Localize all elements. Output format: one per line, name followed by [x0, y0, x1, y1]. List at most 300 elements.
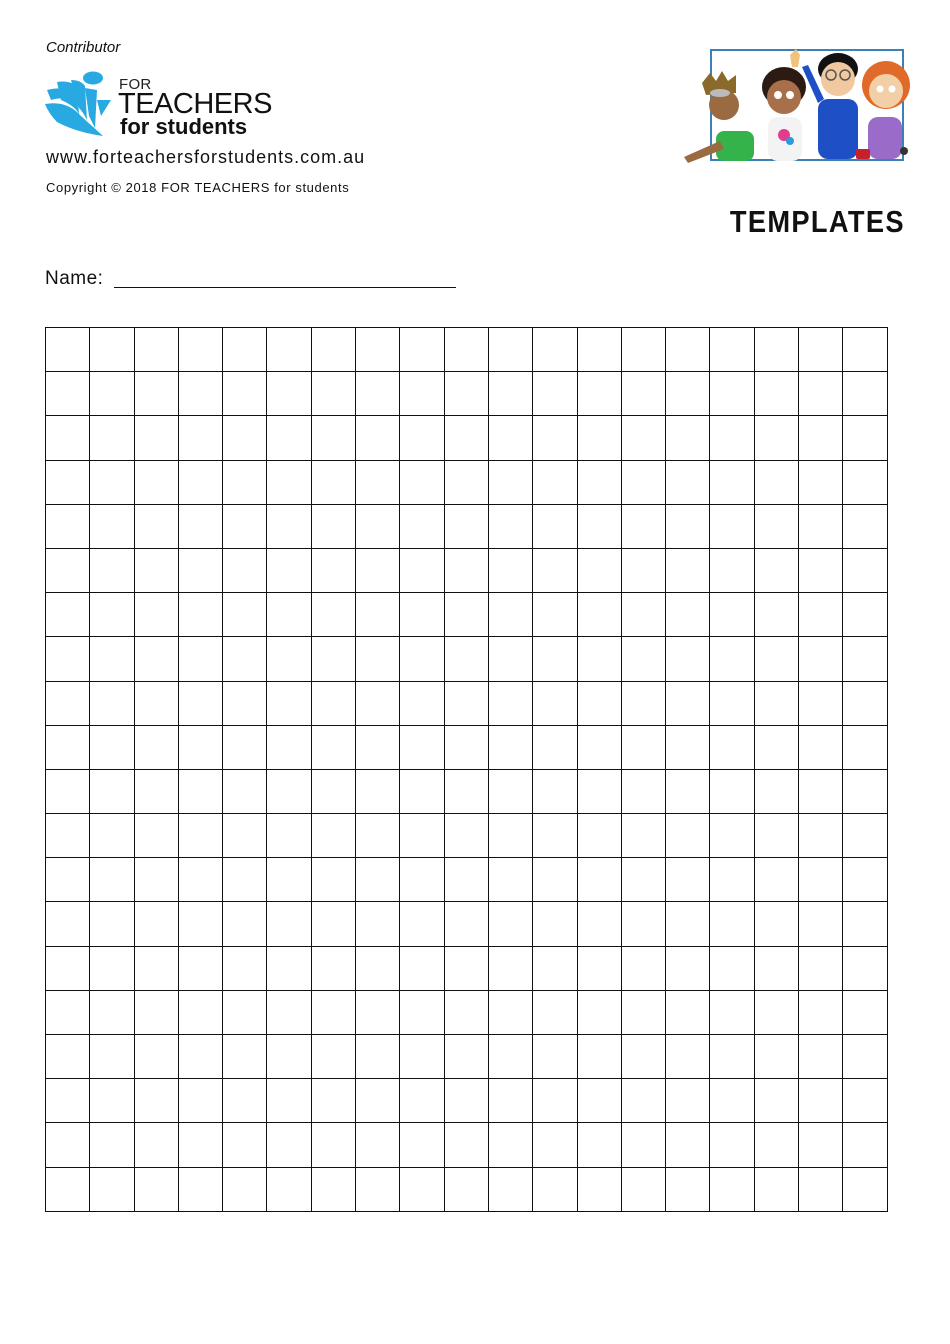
- cartoon-kids-illustration: [680, 45, 930, 170]
- book-figure-logo-icon: [45, 70, 113, 138]
- grid-cell: [666, 902, 710, 946]
- grid-cell: [666, 1123, 710, 1167]
- grid-cell: [134, 1035, 178, 1079]
- grid-cell: [223, 990, 267, 1034]
- grid-cell: [356, 946, 400, 990]
- grid-cell: [754, 1123, 798, 1167]
- grid-cell: [311, 1123, 355, 1167]
- grid-cell: [621, 328, 665, 372]
- grid-cell: [710, 460, 754, 504]
- grid-cell: [400, 637, 444, 681]
- grid-cell: [178, 725, 222, 769]
- grid-cell: [799, 416, 843, 460]
- grid-cell: [267, 946, 311, 990]
- grid-cell: [267, 593, 311, 637]
- grid-cell: [577, 504, 621, 548]
- grid-cell: [134, 637, 178, 681]
- grid-cell: [533, 681, 577, 725]
- grid-cell: [577, 1167, 621, 1211]
- grid-cell: [267, 328, 311, 372]
- page-title: TEMPLATES: [729, 204, 905, 239]
- grid-cell: [754, 328, 798, 372]
- grid-cell: [90, 637, 134, 681]
- grid-cell: [223, 416, 267, 460]
- grid-cell: [754, 548, 798, 592]
- grid-cell: [267, 1079, 311, 1123]
- logo-text-teachers: TEACHERS: [118, 88, 272, 120]
- grid-cell: [223, 328, 267, 372]
- grid-cell: [134, 593, 178, 637]
- grid-cell: [134, 1123, 178, 1167]
- grid-cell: [577, 1123, 621, 1167]
- grid-cell: [843, 902, 887, 946]
- grid-cell: [90, 946, 134, 990]
- grid-cell: [311, 1079, 355, 1123]
- grid-cell: [356, 372, 400, 416]
- grid-cell: [178, 1167, 222, 1211]
- grid-cell: [577, 1035, 621, 1079]
- grid-cell: [400, 1123, 444, 1167]
- grid-cell: [400, 681, 444, 725]
- grid-cell: [46, 1035, 90, 1079]
- grid-cell: [400, 416, 444, 460]
- grid-row: [46, 946, 888, 990]
- grid-cell: [533, 990, 577, 1034]
- grid-cell: [666, 769, 710, 813]
- grid-cell: [843, 1079, 887, 1123]
- website-url: www.forteachersforstudents.com.au: [46, 147, 366, 167]
- grid-cell: [46, 548, 90, 592]
- grid-cell: [134, 372, 178, 416]
- grid-cell: [577, 725, 621, 769]
- grid-cell: [356, 328, 400, 372]
- grid-cell: [799, 681, 843, 725]
- grid-cell: [134, 769, 178, 813]
- grid-cell: [178, 548, 222, 592]
- grid-cell: [710, 372, 754, 416]
- grid-cell: [754, 769, 798, 813]
- grid-cell: [621, 637, 665, 681]
- grid-row: [46, 460, 888, 504]
- grid-cell: [444, 946, 488, 990]
- grid-cell: [90, 1167, 134, 1211]
- grid-cell: [267, 725, 311, 769]
- grid-cell: [843, 769, 887, 813]
- grid-cell: [90, 769, 134, 813]
- grid-cell: [311, 593, 355, 637]
- grid-cell: [178, 902, 222, 946]
- grid-cell: [577, 328, 621, 372]
- grid-cell: [444, 593, 488, 637]
- grid-cell: [267, 769, 311, 813]
- grid-cell: [843, 946, 887, 990]
- grid-cell: [843, 416, 887, 460]
- grid-cell: [356, 460, 400, 504]
- grid-cell: [666, 1167, 710, 1211]
- grid-cell: [710, 548, 754, 592]
- grid-cell: [666, 814, 710, 858]
- grid-cell: [400, 548, 444, 592]
- grid-row: [46, 637, 888, 681]
- grid-cell: [134, 1079, 178, 1123]
- grid-cell: [90, 504, 134, 548]
- grid-cell: [799, 725, 843, 769]
- grid-cell: [444, 637, 488, 681]
- grid-row: [46, 814, 888, 858]
- grid-cell: [799, 814, 843, 858]
- grid-cell: [666, 504, 710, 548]
- grid-cell: [754, 460, 798, 504]
- grid-cell: [843, 372, 887, 416]
- grid-cell: [178, 814, 222, 858]
- grid-cell: [444, 328, 488, 372]
- grid-cell: [356, 593, 400, 637]
- grid-cell: [710, 990, 754, 1034]
- grid-cell: [533, 725, 577, 769]
- grid-cell: [178, 1123, 222, 1167]
- grid-cell: [90, 681, 134, 725]
- grid-cell: [621, 814, 665, 858]
- grid-cell: [444, 858, 488, 902]
- grid-row: [46, 858, 888, 902]
- grid-cell: [46, 769, 90, 813]
- grid-cell: [799, 1035, 843, 1079]
- grid-cell: [754, 1035, 798, 1079]
- grid-cell: [223, 858, 267, 902]
- grid-cell: [621, 769, 665, 813]
- grid-cell: [46, 593, 90, 637]
- grid-cell: [488, 504, 532, 548]
- grid-cell: [710, 637, 754, 681]
- grid-cell: [400, 1167, 444, 1211]
- grid-row: [46, 504, 888, 548]
- grid-cell: [710, 504, 754, 548]
- grid-cell: [621, 416, 665, 460]
- grid-cell: [799, 548, 843, 592]
- grid-cell: [843, 328, 887, 372]
- grid-cell: [134, 548, 178, 592]
- grid-cell: [134, 946, 178, 990]
- grid-cell: [311, 990, 355, 1034]
- grid-cell: [754, 372, 798, 416]
- grid-cell: [621, 1123, 665, 1167]
- grid-cell: [134, 990, 178, 1034]
- grid-row: [46, 1035, 888, 1079]
- grid-cell: [46, 1123, 90, 1167]
- grid-cell: [356, 1123, 400, 1167]
- grid-cell: [799, 637, 843, 681]
- grid-cell: [223, 814, 267, 858]
- grid-cell: [267, 416, 311, 460]
- grid-cell: [444, 769, 488, 813]
- grid-row: [46, 372, 888, 416]
- grid-cell: [311, 328, 355, 372]
- grid-cell: [267, 372, 311, 416]
- grid-cell: [533, 460, 577, 504]
- grid-cell: [178, 1035, 222, 1079]
- grid-cell: [488, 990, 532, 1034]
- grid-cell: [134, 504, 178, 548]
- grid-cell: [621, 902, 665, 946]
- grid-cell: [134, 681, 178, 725]
- grid-cell: [223, 769, 267, 813]
- grid-cell: [710, 416, 754, 460]
- grid-cell: [843, 814, 887, 858]
- grid-cell: [90, 1035, 134, 1079]
- grid-cell: [400, 593, 444, 637]
- grid-cell: [267, 548, 311, 592]
- grid-cell: [666, 725, 710, 769]
- grid-cell: [46, 1167, 90, 1211]
- grid-cell: [621, 504, 665, 548]
- grid-cell: [444, 902, 488, 946]
- grid-cell: [90, 814, 134, 858]
- grid-cell: [356, 725, 400, 769]
- grid-cell: [577, 769, 621, 813]
- grid-cell: [223, 1079, 267, 1123]
- grid-cell: [488, 372, 532, 416]
- grid-cell: [710, 769, 754, 813]
- grid-cell: [621, 1167, 665, 1211]
- grid-cell: [311, 416, 355, 460]
- grid-cell: [754, 681, 798, 725]
- grid-cell: [356, 1035, 400, 1079]
- grid-cell: [799, 946, 843, 990]
- grid-cell: [90, 328, 134, 372]
- grid-cell: [311, 946, 355, 990]
- grid-cell: [843, 1123, 887, 1167]
- grid-cell: [178, 460, 222, 504]
- grid-cell: [356, 416, 400, 460]
- grid-cell: [666, 990, 710, 1034]
- grid-cell: [267, 858, 311, 902]
- grid-cell: [444, 681, 488, 725]
- grid-cell: [356, 769, 400, 813]
- grid-cell: [90, 725, 134, 769]
- grid-cell: [577, 1079, 621, 1123]
- grid-cell: [46, 372, 90, 416]
- grid-row: [46, 1123, 888, 1167]
- grid-cell: [356, 1079, 400, 1123]
- grid-cell: [46, 681, 90, 725]
- grid-cell: [533, 504, 577, 548]
- grid-cell: [223, 372, 267, 416]
- grid-cell: [799, 1167, 843, 1211]
- grid-cell: [621, 1079, 665, 1123]
- grid-cell: [710, 858, 754, 902]
- grid-cell: [46, 1079, 90, 1123]
- grid-cell: [178, 990, 222, 1034]
- grid-cell: [267, 902, 311, 946]
- grid-cell: [666, 460, 710, 504]
- grid-cell: [311, 504, 355, 548]
- grid-cell: [754, 990, 798, 1034]
- logo-text-for: FOR: [119, 76, 152, 93]
- grid-cell: [488, 328, 532, 372]
- grid-cell: [488, 460, 532, 504]
- grid-cell: [799, 1079, 843, 1123]
- grid-row: [46, 725, 888, 769]
- grid-cell: [754, 858, 798, 902]
- grid-cell: [90, 1123, 134, 1167]
- grid-cell: [488, 946, 532, 990]
- grid-cell: [134, 814, 178, 858]
- grid-cell: [46, 725, 90, 769]
- grid-cell: [400, 328, 444, 372]
- grid-cell: [223, 593, 267, 637]
- grid-cell: [311, 372, 355, 416]
- grid-cell: [533, 637, 577, 681]
- grid-row: [46, 548, 888, 592]
- grid-cell: [666, 593, 710, 637]
- grid-cell: [799, 858, 843, 902]
- grid-row: [46, 990, 888, 1034]
- grid-cell: [710, 328, 754, 372]
- name-input-line[interactable]: [114, 287, 456, 288]
- grid-cell: [267, 1123, 311, 1167]
- grid-cell: [710, 946, 754, 990]
- grid-cell: [710, 1123, 754, 1167]
- grid-cell: [533, 416, 577, 460]
- grid-cell: [666, 681, 710, 725]
- grid-cell: [577, 681, 621, 725]
- grid-cell: [223, 548, 267, 592]
- grid-cell: [843, 1035, 887, 1079]
- grid-cell: [666, 1079, 710, 1123]
- grid-cell: [621, 858, 665, 902]
- grid-cell: [577, 902, 621, 946]
- grid-cell: [311, 681, 355, 725]
- grid-cell: [178, 858, 222, 902]
- grid-cell: [754, 637, 798, 681]
- grid-cell: [621, 593, 665, 637]
- grid-cell: [799, 328, 843, 372]
- grid-cell: [90, 990, 134, 1034]
- grid-cell: [710, 814, 754, 858]
- grid-cell: [843, 725, 887, 769]
- grid-cell: [400, 769, 444, 813]
- grid-row: [46, 416, 888, 460]
- grid-cell: [621, 990, 665, 1034]
- grid-cell: [754, 416, 798, 460]
- grid-cell: [90, 460, 134, 504]
- grid-cell: [666, 416, 710, 460]
- grid-cell: [444, 1035, 488, 1079]
- grid-cell: [400, 902, 444, 946]
- grid-cell: [488, 416, 532, 460]
- name-label: Name:: [45, 268, 104, 289]
- grid-cell: [90, 372, 134, 416]
- grid-cell: [843, 548, 887, 592]
- grid-cell: [533, 902, 577, 946]
- grid-cell: [178, 1079, 222, 1123]
- grid-cell: [577, 814, 621, 858]
- grid-cell: [356, 814, 400, 858]
- grid-cell: [577, 990, 621, 1034]
- grid-cell: [577, 593, 621, 637]
- grid-cell: [400, 725, 444, 769]
- grid-cell: [710, 902, 754, 946]
- grid-cell: [178, 504, 222, 548]
- grid-cell: [90, 593, 134, 637]
- grid-cell: [754, 946, 798, 990]
- grid-cell: [90, 548, 134, 592]
- grid-cell: [444, 1079, 488, 1123]
- grid-cell: [46, 946, 90, 990]
- grid-cell: [621, 548, 665, 592]
- grid-cell: [223, 681, 267, 725]
- grid-cell: [754, 1167, 798, 1211]
- grid-cell: [533, 1167, 577, 1211]
- grid-cell: [134, 1167, 178, 1211]
- grid-cell: [178, 769, 222, 813]
- grid-cell: [710, 681, 754, 725]
- grid-cell: [710, 593, 754, 637]
- grid-cell: [178, 328, 222, 372]
- grid-cell: [488, 1035, 532, 1079]
- copyright-notice: Copyright © 2018 FOR TEACHERS for students: [46, 180, 350, 195]
- grid-cell: [843, 1167, 887, 1211]
- grid-cell: [444, 725, 488, 769]
- grid-cell: [311, 725, 355, 769]
- grid-cell: [488, 725, 532, 769]
- grid-cell: [311, 1035, 355, 1079]
- grid-cell: [710, 1035, 754, 1079]
- grid-cell: [488, 1167, 532, 1211]
- grid-cell: [666, 946, 710, 990]
- grid-cell: [533, 1079, 577, 1123]
- grid-cell: [178, 681, 222, 725]
- grid-cell: [666, 637, 710, 681]
- grid-cell: [843, 637, 887, 681]
- grid-cell: [223, 725, 267, 769]
- grid-cell: [444, 416, 488, 460]
- grid-cell: [843, 460, 887, 504]
- grid-cell: [178, 372, 222, 416]
- grid-row: [46, 902, 888, 946]
- grid-cell: [311, 1167, 355, 1211]
- grid-cell: [488, 769, 532, 813]
- grid-cell: [444, 990, 488, 1034]
- grid-cell: [488, 548, 532, 592]
- square-grid: [45, 327, 888, 1212]
- grid-cell: [533, 1035, 577, 1079]
- grid-cell: [267, 504, 311, 548]
- logo-text-students: for students: [120, 114, 248, 139]
- grid-cell: [488, 593, 532, 637]
- grid-cell: [799, 769, 843, 813]
- grid-cell: [577, 460, 621, 504]
- grid-cell: [488, 637, 532, 681]
- grid-cell: [90, 902, 134, 946]
- grid-cell: [356, 858, 400, 902]
- grid-cell: [90, 416, 134, 460]
- grid-cell: [799, 902, 843, 946]
- grid-cell: [267, 637, 311, 681]
- grid-row: [46, 328, 888, 372]
- grid-cell: [356, 681, 400, 725]
- grid-cell: [444, 1167, 488, 1211]
- grid-cell: [843, 858, 887, 902]
- grid-cell: [577, 372, 621, 416]
- grid-cell: [267, 681, 311, 725]
- grid-cell: [267, 1167, 311, 1211]
- grid-cell: [444, 460, 488, 504]
- grid-cell: [488, 902, 532, 946]
- grid-row: [46, 593, 888, 637]
- grid-cell: [577, 858, 621, 902]
- grid-cell: [754, 593, 798, 637]
